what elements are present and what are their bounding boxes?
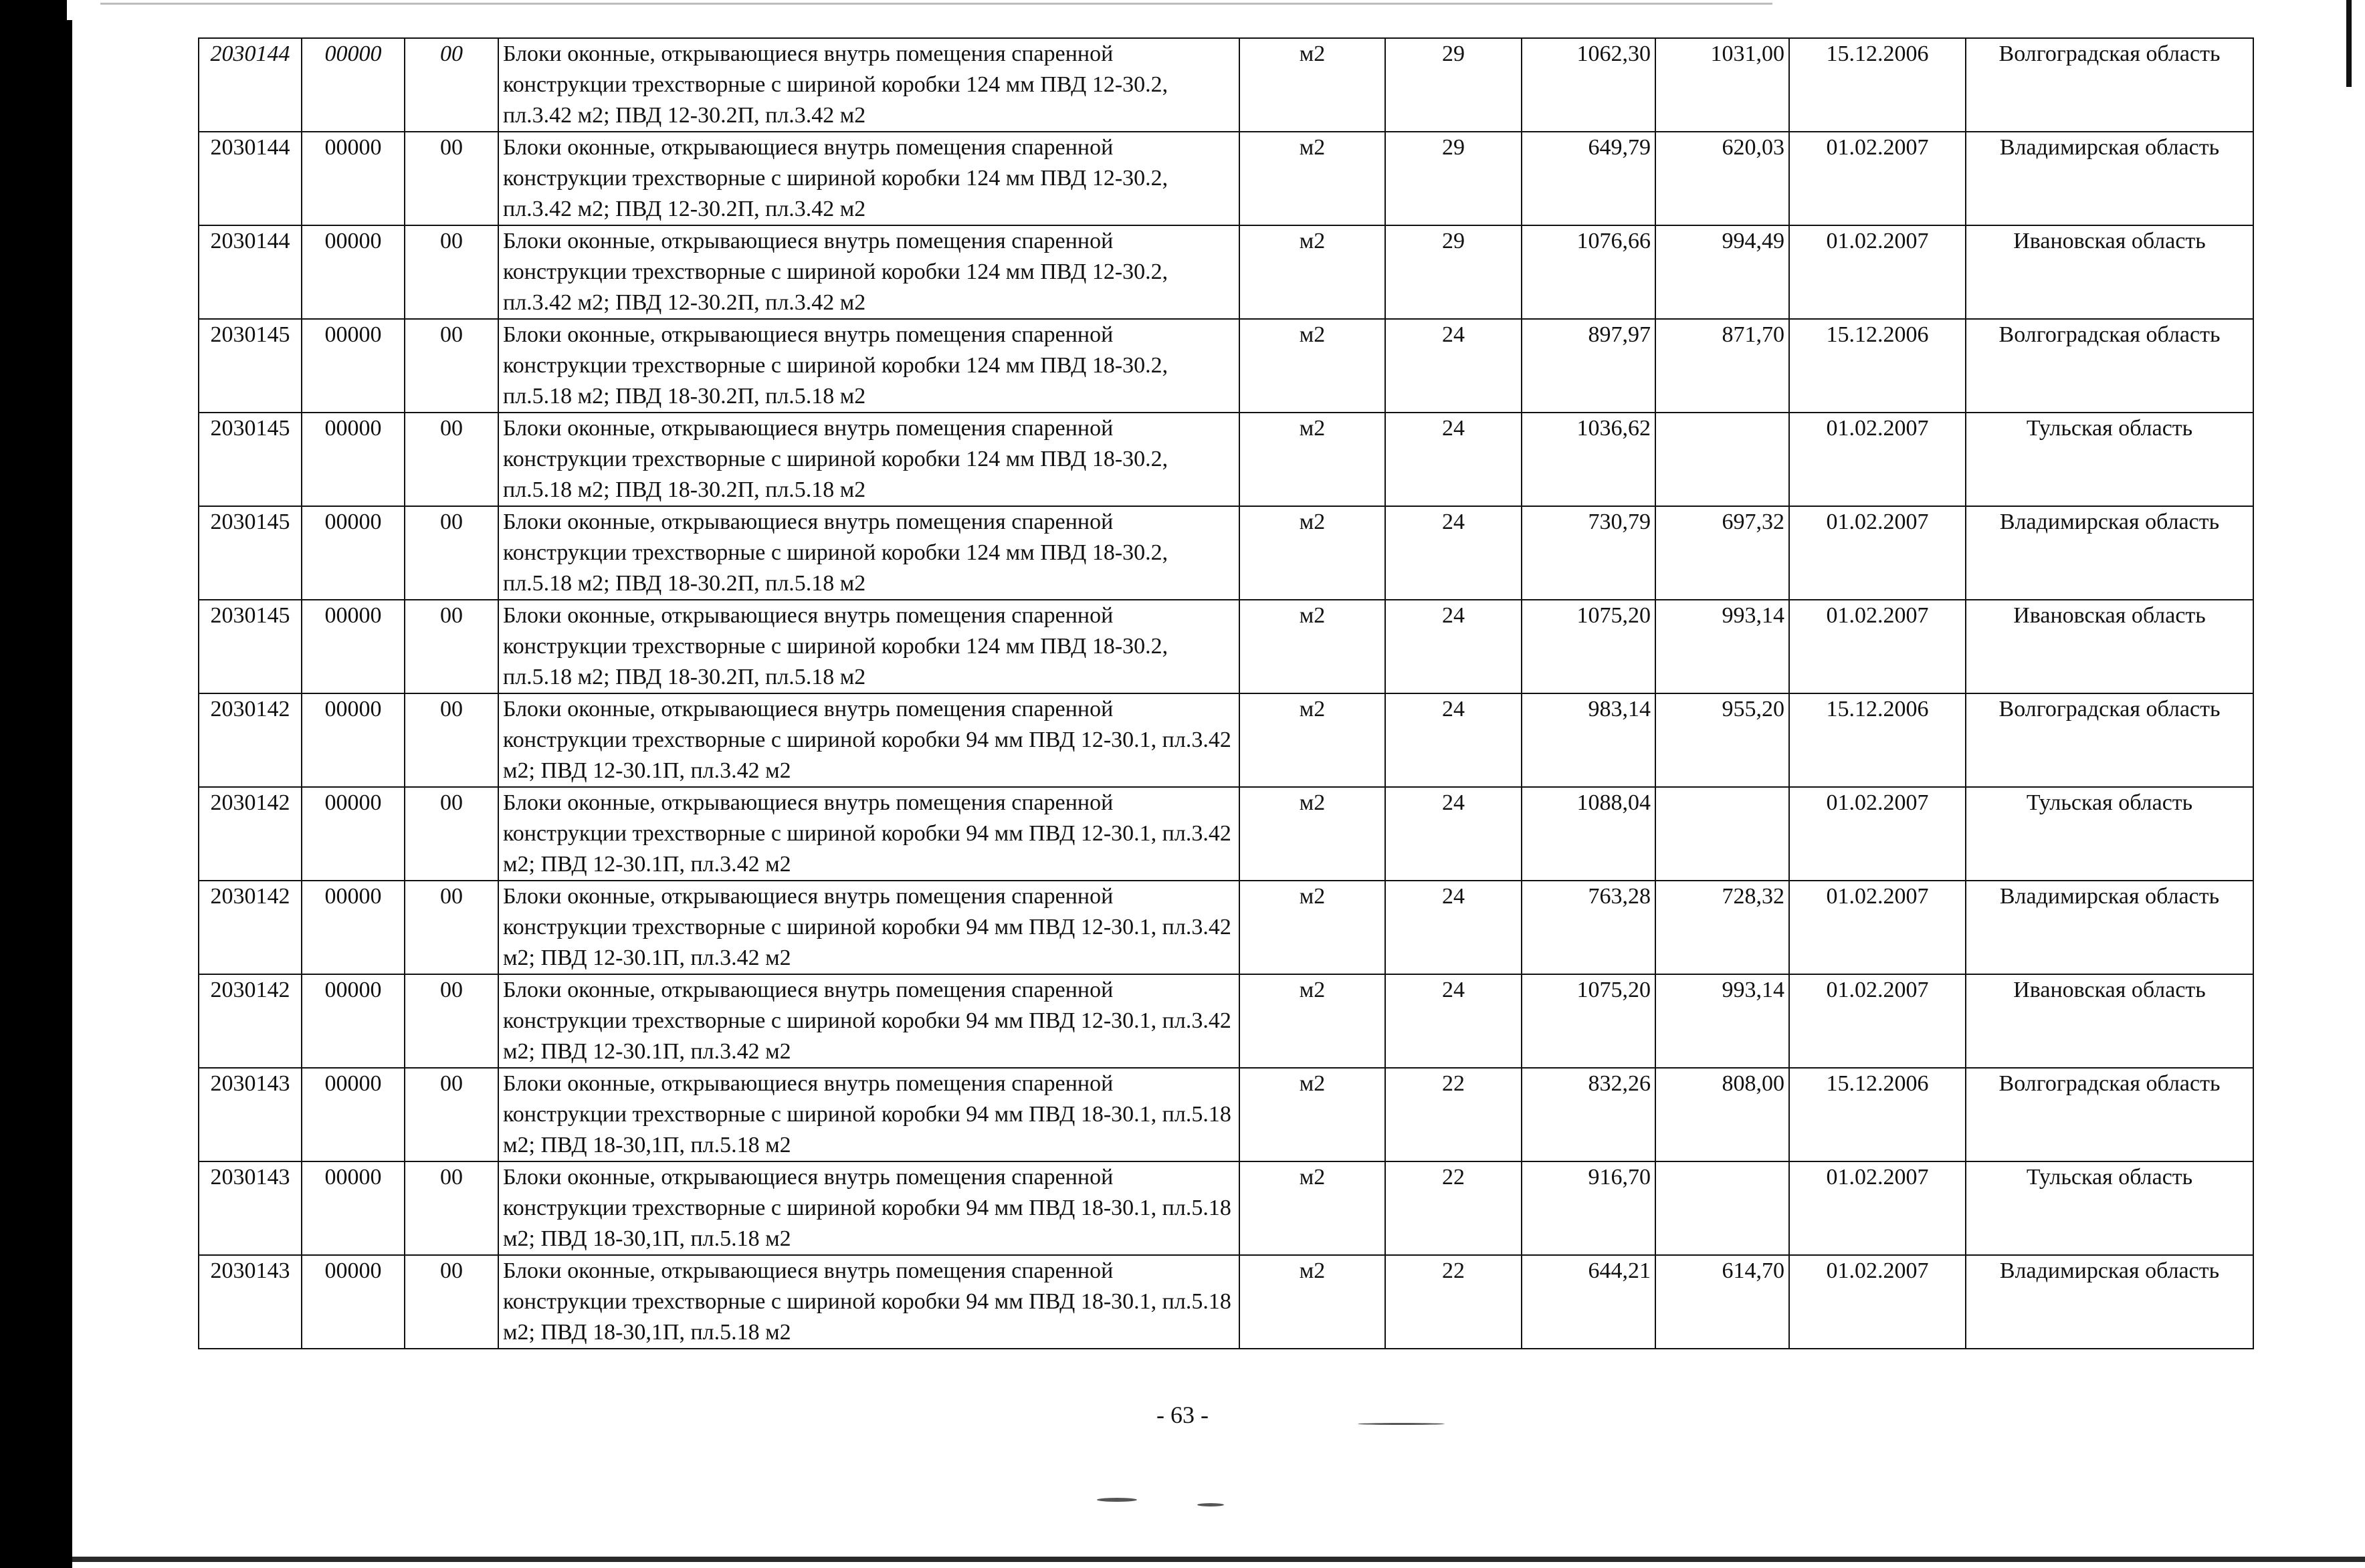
description-cell: Блоки оконные, открывающиеся внутрь помещения спаренной конструкции трехстворные с шириной коробки 124 мм ПВД 18-30.2, пл.5.18 м2; ПВД 18-30.2П, пл.5.18 м2 — [498, 506, 1239, 600]
description-cell: Блоки оконные, открывающиеся внутрь помещения спаренной конструкции трехстворные с шириной коробки 124 мм ПВД 18-30.2, пл.5.18 м2; ПВД 18-30.2П, пл.5.18 м2 — [498, 319, 1239, 413]
price-alt-cell: 697,32 — [1655, 506, 1789, 600]
sub-code-cell: 00000 — [302, 1068, 405, 1161]
description-cell: Блоки оконные, открывающиеся внутрь помещения спаренной конструкции трехстворные с шириной коробки 94 мм ПВД 18-30.1, пл.5.18 м2; ПВД 18-30,1П, пл.5.18 м2 — [498, 1068, 1239, 1161]
description-cell: Блоки оконные, открывающиеся внутрь помещения спаренной конструкции трехстворные с шириной коробки 94 мм ПВД 12-30.1, пл.3.42 м2; ПВД 12-30.1П, пл.3.42 м2 — [498, 881, 1239, 974]
item-code-cell: 2030143 — [199, 1068, 302, 1161]
sub-code2-cell: 00 — [405, 787, 498, 881]
sub-code-cell: 00000 — [302, 1161, 405, 1255]
region-cell: Владимирская область — [1966, 506, 2253, 600]
item-code-cell: 2030142 — [199, 881, 302, 974]
price-alt-cell — [1655, 1161, 1789, 1255]
quantity-cell: 24 — [1385, 506, 1522, 600]
price-alt-cell: 955,20 — [1655, 693, 1789, 787]
unit-cell: м2 — [1239, 1161, 1385, 1255]
price-alt-cell: 994,49 — [1655, 225, 1789, 319]
sub-code-cell: 00000 — [302, 787, 405, 881]
sub-code-cell: 00000 — [302, 319, 405, 413]
scan-speck — [1097, 1498, 1137, 1502]
sub-code-cell: 00000 — [302, 413, 405, 506]
price-alt-cell: 871,70 — [1655, 319, 1789, 413]
unit-cell: м2 — [1239, 1255, 1385, 1349]
region-cell: Волгоградская область — [1966, 1068, 2253, 1161]
sub-code2-cell: 00 — [405, 600, 498, 693]
sub-code2-cell: 00 — [405, 881, 498, 974]
unit-cell: м2 — [1239, 506, 1385, 600]
table-row — [199, 38, 2253, 132]
date-cell: 01.02.2007 — [1789, 1161, 1966, 1255]
price-alt-cell: 993,14 — [1655, 974, 1789, 1068]
item-code-cell: 2030145 — [199, 600, 302, 693]
quantity-cell: 24 — [1385, 319, 1522, 413]
price-cell: 1075,20 — [1522, 600, 1655, 693]
quantity-cell: 22 — [1385, 1255, 1522, 1349]
price-alt-cell: 728,32 — [1655, 881, 1789, 974]
description-cell: Блоки оконные, открывающиеся внутрь помещения спаренной конструкции трехстворные с шириной коробки 124 мм ПВД 18-30.2, пл.5.18 м2; ПВД 18-30.2П, пл.5.18 м2 — [498, 413, 1239, 506]
date-cell: 01.02.2007 — [1789, 881, 1966, 974]
quantity-cell: 29 — [1385, 38, 1522, 132]
region-cell: Волгоградская область — [1966, 319, 2253, 413]
table-row — [199, 693, 2253, 787]
region-cell: Ивановская область — [1966, 225, 2253, 319]
scan-border-left — [0, 0, 72, 1568]
region-cell: Владимирская область — [1966, 1255, 2253, 1349]
price-cell: 897,97 — [1522, 319, 1655, 413]
item-code-cell: 2030143 — [199, 1255, 302, 1349]
description-cell: Блоки оконные, открывающиеся внутрь помещения спаренной конструкции трехстворные с шириной коробки 124 мм ПВД 12-30.2, пл.3.42 м2; ПВД 12-30.2П, пл.3.42 м2 — [498, 132, 1239, 225]
price-cell: 649,79 — [1522, 132, 1655, 225]
sub-code2-cell: 00 — [405, 132, 498, 225]
date-cell: 15.12.2006 — [1789, 1068, 1966, 1161]
sub-code-cell: 00000 — [302, 600, 405, 693]
price-cell: 1036,62 — [1522, 413, 1655, 506]
sub-code2-cell: 00 — [405, 1161, 498, 1255]
price-alt-cell: 1031,00 — [1655, 38, 1789, 132]
price-cell: 916,70 — [1522, 1161, 1655, 1255]
quantity-cell: 29 — [1385, 132, 1522, 225]
description-cell: Блоки оконные, открывающиеся внутрь помещения спаренной конструкции трехстворные с шириной коробки 94 мм ПВД 12-30.1, пл.3.42 м2; ПВД 12-30.1П, пл.3.42 м2 — [498, 974, 1239, 1068]
region-cell: Владимирская область — [1966, 132, 2253, 225]
item-code-cell: 2030145 — [199, 506, 302, 600]
item-code-cell: 2030145 — [199, 319, 302, 413]
sub-code2-cell: 00 — [405, 38, 498, 132]
scan-artifact-right — [2346, 0, 2352, 87]
region-cell: Тульская область — [1966, 1161, 2253, 1255]
quantity-cell: 24 — [1385, 600, 1522, 693]
price-alt-cell: 620,03 — [1655, 132, 1789, 225]
price-cell: 1075,20 — [1522, 974, 1655, 1068]
table-row — [199, 319, 2253, 413]
quantity-cell: 24 — [1385, 881, 1522, 974]
date-cell: 15.12.2006 — [1789, 319, 1966, 413]
quantity-cell: 24 — [1385, 413, 1522, 506]
price-alt-cell — [1655, 787, 1789, 881]
quantity-cell: 24 — [1385, 693, 1522, 787]
table-row — [199, 1161, 2253, 1255]
date-cell: 01.02.2007 — [1789, 225, 1966, 319]
price-alt-cell — [1655, 413, 1789, 506]
unit-cell: м2 — [1239, 600, 1385, 693]
unit-cell: м2 — [1239, 1068, 1385, 1161]
date-cell: 01.02.2007 — [1789, 413, 1966, 506]
sub-code2-cell: 00 — [405, 1255, 498, 1349]
table-row — [199, 506, 2253, 600]
region-cell: Ивановская область — [1966, 600, 2253, 693]
date-cell: 01.02.2007 — [1789, 787, 1966, 881]
price-alt-cell: 993,14 — [1655, 600, 1789, 693]
price-cell: 983,14 — [1522, 693, 1655, 787]
quantity-cell: 29 — [1385, 225, 1522, 319]
description-cell: Блоки оконные, открывающиеся внутрь помещения спаренной конструкции трехстворные с шириной коробки 124 мм ПВД 12-30.2, пл.3.42 м2; ПВД 12-30.2П, пл.3.42 м2 — [498, 225, 1239, 319]
price-alt-cell: 808,00 — [1655, 1068, 1789, 1161]
scan-artifact-top — [100, 3, 1772, 5]
scan-speck — [1197, 1503, 1224, 1506]
region-cell: Тульская область — [1966, 787, 2253, 881]
unit-cell: м2 — [1239, 38, 1385, 132]
sub-code-cell: 00000 — [302, 1255, 405, 1349]
description-cell: Блоки оконные, открывающиеся внутрь помещения спаренной конструкции трехстворные с шириной коробки 94 мм ПВД 12-30.1, пл.3.42 м2; ПВД 12-30.1П, пл.3.42 м2 — [498, 787, 1239, 881]
description-cell: Блоки оконные, открывающиеся внутрь помещения спаренной конструкции трехстворные с шириной коробки 124 мм ПВД 12-30.2, пл.3.42 м2; ПВД 12-30.2П, пл.3.42 м2 — [498, 38, 1239, 132]
region-cell: Тульская область — [1966, 413, 2253, 506]
sub-code-cell: 00000 — [302, 132, 405, 225]
date-cell: 01.02.2007 — [1789, 1255, 1966, 1349]
table-row — [199, 225, 2253, 319]
table-row — [199, 881, 2253, 974]
page-number: - 63 - — [1156, 1402, 1209, 1428]
sub-code2-cell: 00 — [405, 506, 498, 600]
region-cell: Волгоградская область — [1966, 693, 2253, 787]
unit-cell: м2 — [1239, 132, 1385, 225]
table-row — [199, 1255, 2253, 1349]
item-code-cell: 2030142 — [199, 787, 302, 881]
unit-cell: м2 — [1239, 413, 1385, 506]
date-cell: 01.02.2007 — [1789, 132, 1966, 225]
sub-code-cell: 00000 — [302, 974, 405, 1068]
item-code-cell: 2030142 — [199, 974, 302, 1068]
price-cell: 1088,04 — [1522, 787, 1655, 881]
item-code-cell: 2030144 — [199, 132, 302, 225]
item-code-cell: 2030145 — [199, 413, 302, 506]
unit-cell: м2 — [1239, 225, 1385, 319]
sub-code2-cell: 00 — [405, 319, 498, 413]
item-code-cell: 2030143 — [199, 1161, 302, 1255]
sub-code2-cell: 00 — [405, 693, 498, 787]
table-row — [199, 974, 2253, 1068]
unit-cell: м2 — [1239, 881, 1385, 974]
date-cell: 01.02.2007 — [1789, 506, 1966, 600]
date-cell: 01.02.2007 — [1789, 600, 1966, 693]
quantity-cell: 22 — [1385, 1161, 1522, 1255]
region-cell: Ивановская область — [1966, 974, 2253, 1068]
price-cell: 1076,66 — [1522, 225, 1655, 319]
sub-code2-cell: 00 — [405, 974, 498, 1068]
sub-code2-cell: 00 — [405, 1068, 498, 1161]
description-cell: Блоки оконные, открывающиеся внутрь помещения спаренной конструкции трехстворные с шириной коробки 94 мм ПВД 18-30.1, пл.5.18 м2; ПВД 18-30,1П, пл.5.18 м2 — [498, 1255, 1239, 1349]
price-cell: 730,79 — [1522, 506, 1655, 600]
table-row — [199, 600, 2253, 693]
sub-code2-cell: 00 — [405, 225, 498, 319]
unit-cell: м2 — [1239, 787, 1385, 881]
price-alt-cell: 614,70 — [1655, 1255, 1789, 1349]
table-row — [199, 1068, 2253, 1161]
item-code-cell: 2030142 — [199, 693, 302, 787]
date-cell: 01.02.2007 — [1789, 974, 1966, 1068]
table-body — [199, 38, 2253, 1349]
sub-code-cell: 00000 — [302, 38, 405, 132]
price-cell: 763,28 — [1522, 881, 1655, 974]
sub-code2-cell: 00 — [405, 413, 498, 506]
unit-cell: м2 — [1239, 693, 1385, 787]
quantity-cell: 22 — [1385, 1068, 1522, 1161]
unit-cell: м2 — [1239, 319, 1385, 413]
date-cell: 15.12.2006 — [1789, 38, 1966, 132]
sub-code-cell: 00000 — [302, 225, 405, 319]
date-cell: 15.12.2006 — [1789, 693, 1966, 787]
scan-border-bottom — [72, 1557, 2365, 1562]
item-code-cell: 2030144 — [199, 38, 302, 132]
sub-code-cell: 00000 — [302, 506, 405, 600]
region-cell: Владимирская область — [1966, 881, 2253, 974]
price-table — [198, 37, 2254, 1349]
price-cell: 1062,30 — [1522, 38, 1655, 132]
price-cell: 832,26 — [1522, 1068, 1655, 1161]
description-cell: Блоки оконные, открывающиеся внутрь помещения спаренной конструкции трехстворные с шириной коробки 124 мм ПВД 18-30.2, пл.5.18 м2; ПВД 18-30.2П, пл.5.18 м2 — [498, 600, 1239, 693]
quantity-cell: 24 — [1385, 787, 1522, 881]
unit-cell: м2 — [1239, 974, 1385, 1068]
sub-code-cell: 00000 — [302, 881, 405, 974]
table-row — [199, 132, 2253, 225]
quantity-cell: 24 — [1385, 974, 1522, 1068]
region-cell: Волгоградская область — [1966, 38, 2253, 132]
sub-code-cell: 00000 — [302, 693, 405, 787]
description-cell: Блоки оконные, открывающиеся внутрь помещения спаренной конструкции трехстворные с шириной коробки 94 мм ПВД 12-30.1, пл.3.42 м2; ПВД 12-30.1П, пл.3.42 м2 — [498, 693, 1239, 787]
table-row — [199, 413, 2253, 506]
price-cell: 644,21 — [1522, 1255, 1655, 1349]
description-cell: Блоки оконные, открывающиеся внутрь помещения спаренной конструкции трехстворные с шириной коробки 94 мм ПВД 18-30.1, пл.5.18 м2; ПВД 18-30,1П, пл.5.18 м2 — [498, 1161, 1239, 1255]
table-row — [199, 787, 2253, 881]
item-code-cell: 2030144 — [199, 225, 302, 319]
